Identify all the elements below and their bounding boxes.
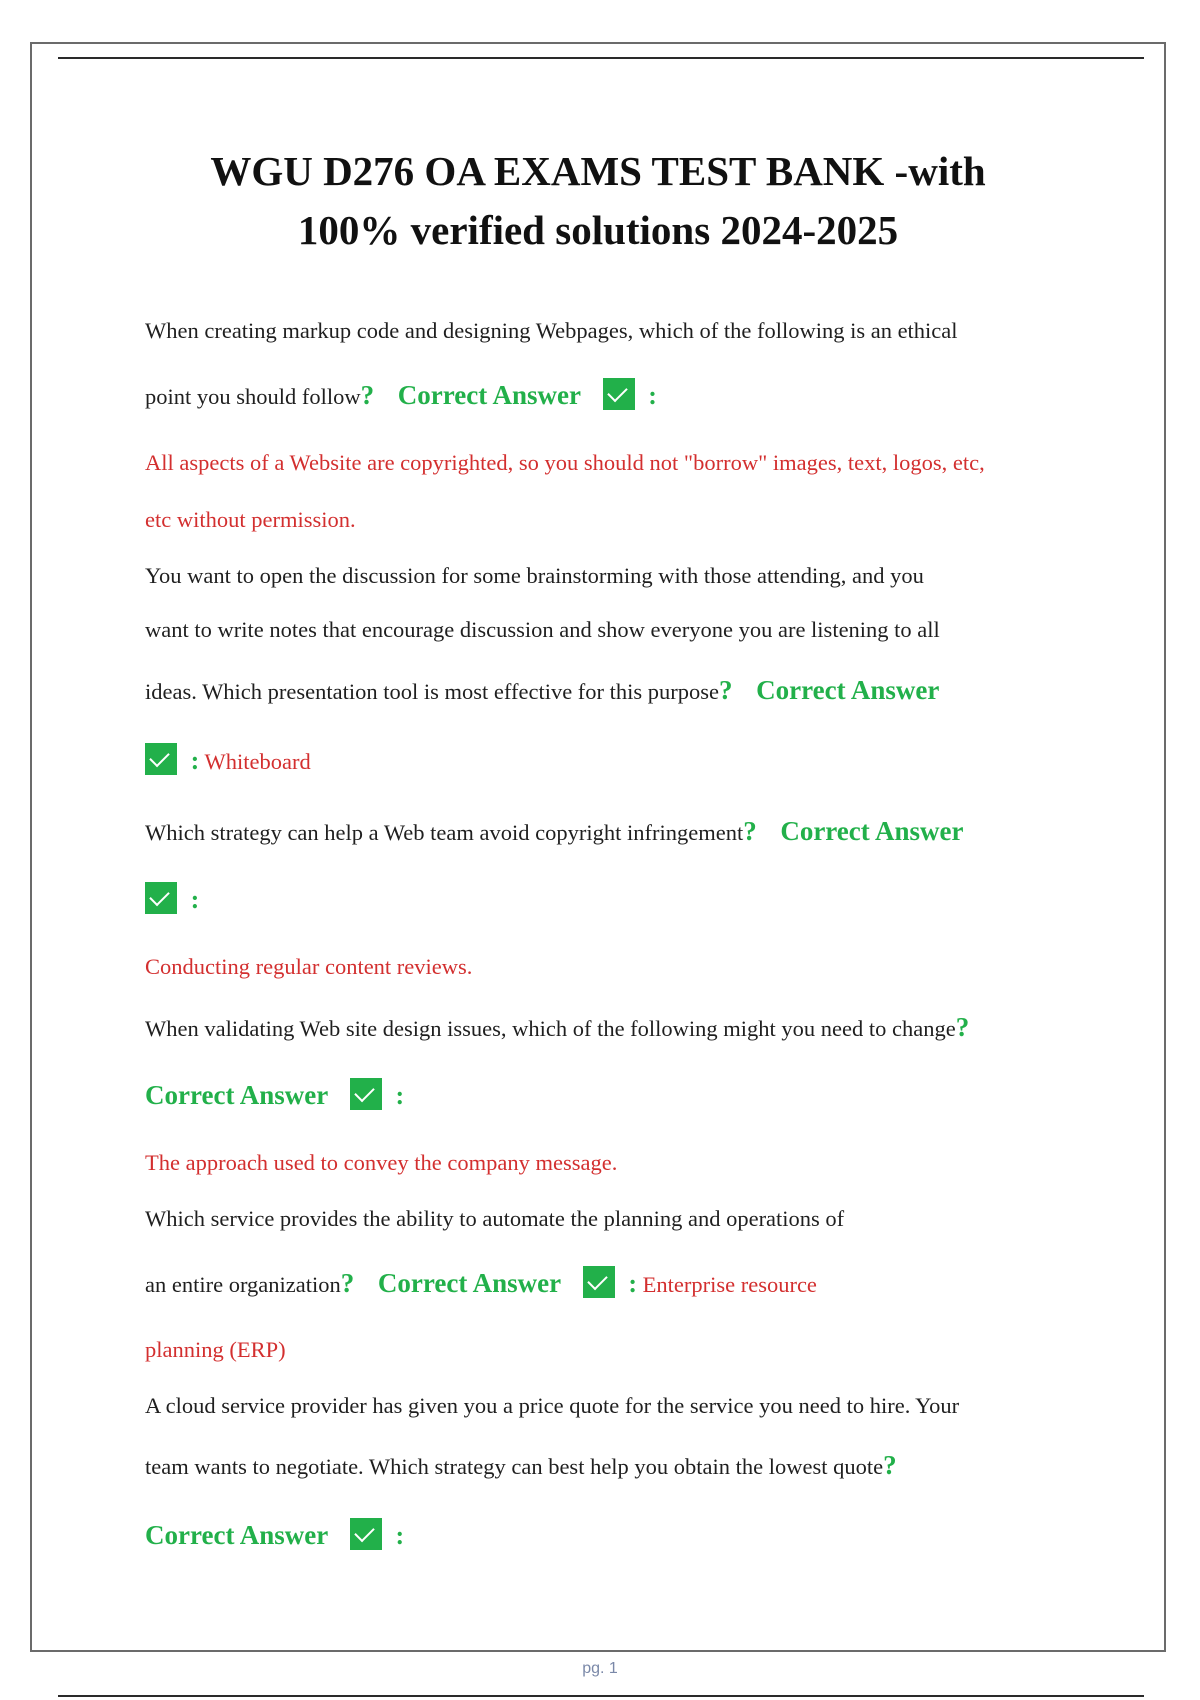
- colon: :: [395, 1521, 405, 1550]
- footer-rule: [58, 1695, 1144, 1697]
- q2-line-2: want to write notes that encourage discussion and show everyone you are listening to all: [145, 617, 940, 642]
- checkmark-icon: [350, 1518, 382, 1550]
- q2-line-1: You want to open the discussion for some brainstorming with those attending, and you: [145, 563, 924, 588]
- colon: :: [190, 885, 200, 914]
- q1-answer-line-1: All aspects of a Website are copyrighted, so you should not "borrow" images, text, logos, etc,: [145, 450, 985, 475]
- q2-answer-row: [145, 743, 311, 777]
- q4-check-row: [145, 1078, 404, 1112]
- correct-answer-label: Correct Answer: [377, 1268, 562, 1298]
- q1-line-1: When creating markup code and designing Webpages, which of the following is an ethical: [145, 318, 958, 343]
- question-mark: ?: [719, 675, 733, 705]
- colon: :: [628, 1269, 637, 1298]
- question-mark: ?: [340, 1268, 355, 1298]
- q1-answer-line-2: etc without permission.: [145, 507, 356, 532]
- correct-answer-label: Correct Answer: [145, 1080, 329, 1110]
- q1-line-2: point you should follow? Correct Answer :: [145, 380, 657, 410]
- q5-line-1: Which service provides the ability to automate the planning and operations of: [145, 1206, 845, 1231]
- q3-answer: Conducting regular content reviews.: [145, 954, 473, 979]
- correct-answer-label: Correct Answer: [756, 675, 940, 705]
- q3-line-1: Which strategy can help a Web team avoid copyright infringement? Correct Answer: [145, 816, 964, 846]
- q4-answer: The approach used to convey the company message.: [145, 1150, 618, 1175]
- correct-answer-label: Correct Answer: [780, 816, 964, 846]
- question-mark: ?: [360, 380, 375, 410]
- q6-line-2: team wants to negotiate. Which strategy can best help you obtain the lowest quote?: [145, 1450, 897, 1480]
- page-number: pg. 1: [582, 1660, 618, 1677]
- q5-answer-line-2: planning (ERP): [145, 1337, 286, 1362]
- checkmark-icon: [145, 743, 177, 775]
- q2-line-3: ideas. Which presentation tool is most effective for this purpose? Correct Answer: [145, 675, 940, 705]
- colon: :: [648, 381, 657, 410]
- q4-line-1: When validating Web site design issues, which of the following might you need to change?: [145, 1012, 970, 1042]
- colon: :: [190, 746, 200, 775]
- correct-answer-label: Correct Answer: [145, 1520, 329, 1550]
- title-line-2: 100% verified solutions 2024-2025: [297, 207, 899, 253]
- q6-line-1: A cloud service provider has given you a price quote for the service you need to hire. Your: [145, 1393, 960, 1418]
- title-line-1: WGU D276 OA EXAMS TEST BANK -with: [210, 148, 986, 194]
- checkmark-icon: [583, 1266, 615, 1298]
- q6-check-row: [145, 1518, 404, 1552]
- document-title: [60, 142, 1136, 260]
- q3-check-row: [145, 882, 199, 916]
- checkmark-icon: [145, 882, 177, 914]
- checkmark-icon: [350, 1078, 382, 1110]
- question-mark: ?: [955, 1012, 970, 1042]
- colon: :: [395, 1081, 405, 1110]
- correct-answer-label: Correct Answer: [397, 380, 581, 410]
- header-rule: [58, 57, 1144, 59]
- q2-answer: Whiteboard: [204, 749, 311, 774]
- checkmark-icon: [603, 378, 635, 410]
- q5-line-2: an entire organization? Correct Answer : Enterprise resource: [145, 1268, 817, 1298]
- q5-answer-line-1: Enterprise resource: [642, 1272, 817, 1297]
- question-mark: ?: [883, 1450, 897, 1480]
- question-mark: ?: [743, 816, 757, 846]
